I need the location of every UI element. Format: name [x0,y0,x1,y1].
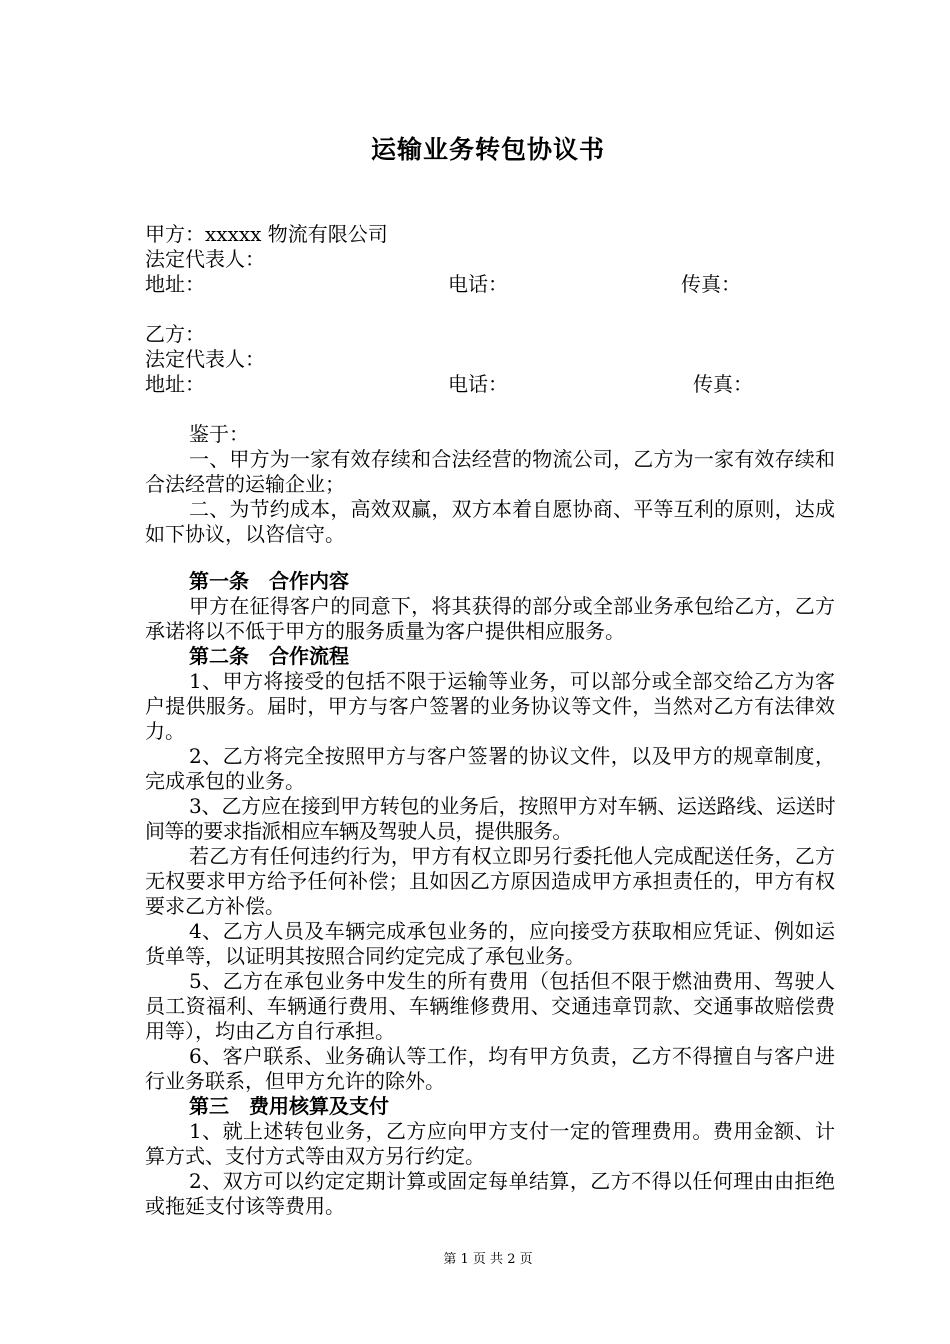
article-3-item-1: 1、就上述转包业务，乙方应向甲方支付一定的管理费用。费用金额、计算方式、支付方式等由双方另行约定。 [145,1119,835,1168]
party-a-rep: 法定代表人： [145,247,265,271]
article-2-item-1: 1、甲方将接受的包括不限于运输等业务，可以部分或全部交给乙方为客户提供服务。届时，甲方与客户签署的业务协议等文件，当然对乙方有法律效力。 [145,669,835,743]
document-title: 运输业务转包协议书 [370,135,605,164]
party-b-rep: 法定代表人： [145,347,265,371]
article-2-item-4: 4、乙方人员及车辆完成承包业务的，应向接受方获取相应凭证、例如运货单等，以证明其按照合同约定完成了承包业务。 [145,919,835,968]
article-1-heading: 第一条 合作内容 [189,569,349,593]
party-a-address: 地址： [145,272,205,296]
party-a-name: 甲方：xxxxx 物流有限公司 [145,222,388,246]
article-3-item-2: 2、双方可以约定定期计算或固定每单结算，乙方不得以任何理由由拒绝或拖延支付该等费用。 [145,1169,835,1218]
party-b-phone: 电话： [448,372,508,396]
party-a-contact-row [145,272,835,297]
party-b-contact-row [145,372,835,397]
article-2-item-6: 6、客户联系、业务确认等工作，均有甲方负责，乙方不得擅自与客户进行业务联系，但甲方允许的除外。 [145,1044,835,1093]
article-2-heading: 第二条 合作流程 [189,644,349,668]
party-b-fax: 传真： [693,372,753,396]
party-a-fax: 传真： [681,272,741,296]
party-b-name: 乙方： [145,322,205,346]
article-2-item-5: 5、乙方在承包业务中发生的所有费用（包括但不限于燃油费用、驾驶人员工资福利、车辆通行费用、车辆维修费用、交通违章罚款、交通事故赔偿费用等），均由乙方自行承担。 [145,969,835,1043]
recital-1: 一、甲方为一家有效存续和合法经营的物流公司，乙方为一家有效存续和合法经营的运输企业； [145,447,835,496]
article-2-breach-clause: 若乙方有任何违约行为，甲方有权立即另行委托他人完成配送任务，乙方无权要求甲方给予任何补偿；且如因乙方原因造成甲方承担责任的，甲方有权要求乙方补偿。 [145,844,835,918]
party-a-phone: 电话： [448,272,508,296]
article-2-item-2: 2、乙方将完全按照甲方与客户签署的协议文件，以及甲方的规章制度，完成承包的业务。 [145,744,835,793]
article-3-heading: 第三 费用核算及支付 [189,1094,389,1118]
article-1-text: 甲方在征得客户的同意下，将其获得的部分或全部业务承包给乙方，乙方承诺将以不低于甲方的服务质量为客户提供相应服务。 [145,594,835,643]
article-2-item-3: 3、乙方应在接到甲方转包的业务后，按照甲方对车辆、运送路线、运送时间等的要求指派相应车辆及驾驶人员，提供服务。 [145,794,835,843]
page-footer: 第 1 页 共 2 页 [443,1252,533,1267]
document-body [145,222,835,1219]
recital-intro: 鉴于： [189,422,249,446]
party-b-address: 地址： [145,372,205,396]
recital-2: 二、为节约成本，高效双赢，双方本着自愿协商、平等互利的原则，达成如下协议，以咨信守。 [145,497,835,546]
